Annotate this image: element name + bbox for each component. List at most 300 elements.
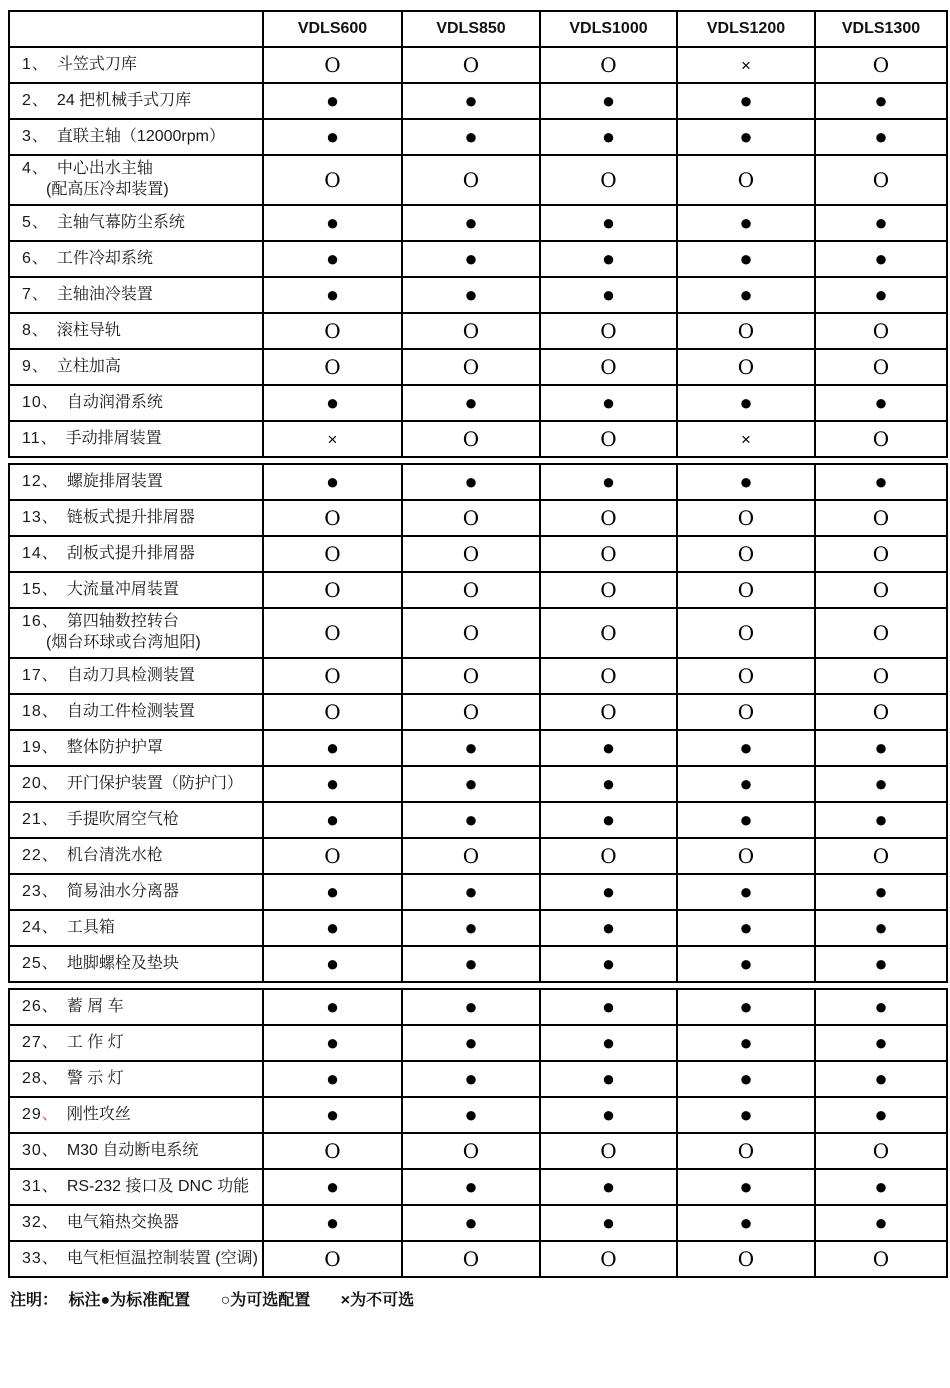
table-row [9, 989, 947, 1025]
row-number: 13、 [22, 508, 59, 526]
standard-config-mark: ● [402, 1061, 540, 1097]
table-row [9, 608, 947, 658]
standard-config-mark: ● [540, 730, 677, 766]
feature-name: 主轴油冷装置 [56, 285, 153, 303]
standard-config-mark: ● [263, 1169, 402, 1205]
optional-config-mark: O [263, 155, 402, 205]
row-number: 10、 [22, 393, 59, 411]
header-row [9, 11, 947, 47]
optional-config-mark: O [540, 694, 677, 730]
optional-config-mark: O [402, 47, 540, 83]
optional-config-mark: O [677, 1133, 815, 1169]
feature-name: 自动刀具检测装置 [66, 666, 195, 684]
standard-config-mark: ● [263, 910, 402, 946]
feature-name: 直联主轴（12000rpm） [56, 127, 225, 145]
standard-config-mark: ● [402, 83, 540, 119]
feature-label [9, 874, 263, 910]
config-table-section-1 [8, 10, 948, 458]
standard-config-mark: ● [402, 874, 540, 910]
optional-config-mark: O [815, 608, 947, 658]
table-row [9, 155, 947, 205]
optional-config-mark: O [815, 313, 947, 349]
feature-label [9, 572, 263, 608]
table-row [9, 838, 947, 874]
feature-name: 简易油水分离器 [66, 882, 179, 900]
feature-label [9, 910, 263, 946]
feature-label [9, 1097, 263, 1133]
feature-name: M30 自动断电系统 [66, 1141, 199, 1159]
feature-name: 自动润滑系统 [66, 393, 163, 411]
optional-config-mark: O [540, 608, 677, 658]
optional-config-mark: O [677, 572, 815, 608]
table-row [9, 1025, 947, 1061]
standard-config-mark: ● [263, 241, 402, 277]
standard-config-mark: ● [540, 1205, 677, 1241]
optional-config-mark: O [677, 694, 815, 730]
table-row [9, 1133, 947, 1169]
optional-config-mark: O [263, 349, 402, 385]
standard-config-mark: ● [263, 1097, 402, 1133]
standard-config-mark: ● [263, 1025, 402, 1061]
optional-config-mark: O [402, 694, 540, 730]
feature-name: 链板式提升排屑器 [66, 508, 195, 526]
standard-config-mark: ● [540, 946, 677, 982]
legend-unavailable: ×为不可选 [340, 1292, 415, 1309]
row-number: 24、 [22, 918, 59, 936]
standard-config-mark: ● [540, 802, 677, 838]
row-number: 19、 [22, 738, 59, 756]
optional-config-mark: O [815, 572, 947, 608]
table-row [9, 1205, 947, 1241]
feature-label [9, 1061, 263, 1097]
optional-config-mark: O [263, 1133, 402, 1169]
standard-config-mark: ● [263, 277, 402, 313]
row-number: 17、 [22, 666, 59, 684]
feature-name: 工件冷却系统 [56, 249, 153, 267]
feature-label [9, 1205, 263, 1241]
standard-config-mark: ● [263, 946, 402, 982]
optional-config-mark: O [815, 658, 947, 694]
standard-config-mark: ● [677, 766, 815, 802]
standard-config-mark: ● [677, 205, 815, 241]
optional-config-mark: O [263, 1241, 402, 1277]
standard-config-mark: ● [540, 1025, 677, 1061]
feature-label [9, 464, 263, 500]
feature-label [9, 385, 263, 421]
feature-name: 中心出水主轴 [56, 160, 153, 178]
standard-config-mark: ● [402, 1025, 540, 1061]
feature-label [9, 313, 263, 349]
optional-config-mark: O [402, 572, 540, 608]
feature-label [9, 608, 263, 658]
feature-name: 大流量冲屑装置 [66, 580, 179, 598]
feature-name: 24 把机械手式刀库 [56, 91, 192, 109]
standard-config-mark: ● [402, 119, 540, 155]
standard-config-mark: ● [263, 730, 402, 766]
legend-standard: 标注●为标准配置 [68, 1292, 191, 1309]
table-row [9, 47, 947, 83]
optional-config-mark: O [402, 608, 540, 658]
standard-config-mark: ● [263, 385, 402, 421]
legend-note [8, 1287, 946, 1310]
row-number: 33、 [22, 1249, 59, 1267]
standard-config-mark: ● [677, 1097, 815, 1133]
feature-name: 手动排屑装置 [65, 429, 162, 447]
optional-config-mark: O [815, 47, 947, 83]
optional-config-mark: O [540, 155, 677, 205]
optional-config-mark: O [540, 572, 677, 608]
standard-config-mark: ● [402, 910, 540, 946]
standard-config-mark: ● [815, 1061, 947, 1097]
feature-label [9, 277, 263, 313]
optional-config-mark: O [815, 1241, 947, 1277]
standard-config-mark: ● [402, 1169, 540, 1205]
row-number: 30、 [22, 1141, 59, 1159]
standard-config-mark: ● [263, 464, 402, 500]
row-number: 6、 [22, 249, 49, 267]
standard-config-mark: ● [402, 1205, 540, 1241]
row-number: 14、 [22, 544, 59, 562]
optional-config-mark: O [677, 838, 815, 874]
standard-config-mark: ● [815, 1025, 947, 1061]
table-row [9, 1061, 947, 1097]
standard-config-mark: ● [677, 1025, 815, 1061]
optional-config-mark: O [540, 838, 677, 874]
standard-config-mark: ● [815, 910, 947, 946]
feature-label [9, 802, 263, 838]
feature-label [9, 989, 263, 1025]
row-number: 16、 [22, 613, 59, 631]
feature-label [9, 1133, 263, 1169]
feature-name: 开门保护装置（防护门） [66, 774, 243, 792]
standard-config-mark: ● [815, 766, 947, 802]
feature-sub-name: (烟台环球或台湾旭阳) [46, 634, 201, 651]
standard-config-mark: ● [540, 910, 677, 946]
standard-config-mark: ● [540, 119, 677, 155]
standard-config-mark: ● [677, 946, 815, 982]
feature-column-header [9, 11, 263, 47]
row-number: 22、 [22, 846, 59, 864]
optional-config-mark: O [540, 421, 677, 457]
feature-name: 蓄 屑 车 [66, 997, 124, 1015]
feature-label [9, 421, 263, 457]
optional-config-mark: O [263, 313, 402, 349]
standard-config-mark: ● [815, 464, 947, 500]
feature-label [9, 1241, 263, 1277]
feature-label [9, 730, 263, 766]
optional-config-mark: O [677, 500, 815, 536]
standard-config-mark: ● [677, 1061, 815, 1097]
unavailable-config-mark: × [677, 421, 815, 457]
standard-config-mark: ● [540, 1169, 677, 1205]
table-row [9, 83, 947, 119]
feature-name: 立柱加高 [56, 357, 121, 375]
row-number: 3、 [22, 127, 49, 145]
optional-config-mark: O [402, 536, 540, 572]
standard-config-mark: ● [402, 989, 540, 1025]
standard-config-mark: ● [263, 802, 402, 838]
optional-config-mark: O [677, 155, 815, 205]
feature-name: 自动工件检测装置 [66, 702, 195, 720]
row-number: 1、 [22, 55, 49, 73]
table-row [9, 205, 947, 241]
unavailable-config-mark: × [263, 421, 402, 457]
optional-config-mark: O [815, 421, 947, 457]
standard-config-mark: ● [677, 83, 815, 119]
table-row [9, 385, 947, 421]
optional-config-mark: O [677, 313, 815, 349]
standard-config-mark: ● [677, 464, 815, 500]
optional-config-mark: O [540, 536, 677, 572]
feature-label [9, 83, 263, 119]
model-header-vdls1000: VDLS1000 [540, 11, 677, 47]
row-number: 11、 [22, 429, 58, 447]
table-row [9, 910, 947, 946]
standard-config-mark: ● [815, 874, 947, 910]
standard-config-mark: ● [402, 766, 540, 802]
optional-config-mark: O [815, 155, 947, 205]
feature-label [9, 536, 263, 572]
model-header-vdls1300: VDLS1300 [815, 11, 947, 47]
standard-config-mark: ● [263, 766, 402, 802]
standard-config-mark: ● [815, 83, 947, 119]
optional-config-mark: O [402, 658, 540, 694]
row-number: 25、 [22, 954, 59, 972]
standard-config-mark: ● [540, 385, 677, 421]
row-number: 27、 [22, 1033, 59, 1051]
row-number: 4、 [22, 160, 49, 178]
feature-sub-name: (配高压冷却装置) [46, 181, 169, 198]
optional-config-mark: O [263, 536, 402, 572]
optional-config-mark: O [402, 421, 540, 457]
standard-config-mark: ● [540, 464, 677, 500]
optional-config-mark: O [677, 608, 815, 658]
row-number: 8、 [22, 321, 49, 339]
optional-config-mark: O [815, 349, 947, 385]
model-header-vdls850: VDLS850 [402, 11, 540, 47]
standard-config-mark: ● [677, 241, 815, 277]
feature-name: 警 示 灯 [66, 1069, 124, 1087]
standard-config-mark: ● [677, 1169, 815, 1205]
optional-config-mark: O [677, 349, 815, 385]
optional-config-mark: O [402, 349, 540, 385]
config-table-section-2 [8, 463, 948, 983]
standard-config-mark: ● [402, 1097, 540, 1133]
table-row [9, 658, 947, 694]
table-row [9, 874, 947, 910]
optional-config-mark: O [402, 1241, 540, 1277]
standard-config-mark: ● [815, 241, 947, 277]
standard-config-mark: ● [677, 989, 815, 1025]
table-row [9, 766, 947, 802]
feature-label [9, 1025, 263, 1061]
table-row [9, 313, 947, 349]
optional-config-mark: O [540, 47, 677, 83]
optional-config-mark: O [540, 313, 677, 349]
standard-config-mark: ● [402, 464, 540, 500]
standard-config-mark: ● [677, 277, 815, 313]
standard-config-mark: ● [815, 385, 947, 421]
feature-label [9, 500, 263, 536]
table-row [9, 694, 947, 730]
feature-name: 斗笠式刀库 [56, 55, 137, 73]
feature-name: 工具箱 [66, 918, 115, 936]
feature-name: 螺旋排屑装置 [66, 472, 163, 490]
feature-label [9, 946, 263, 982]
feature-name: 电气柜恒温控制装置 (空调) [66, 1249, 258, 1267]
feature-name: 整体防护护罩 [66, 738, 163, 756]
standard-config-mark: ● [677, 385, 815, 421]
standard-config-mark: ● [540, 241, 677, 277]
feature-label [9, 658, 263, 694]
feature-name: 机台清洗水枪 [66, 846, 163, 864]
table-row [9, 119, 947, 155]
standard-config-mark: ● [402, 385, 540, 421]
standard-config-mark: ● [263, 1061, 402, 1097]
table-row [9, 572, 947, 608]
optional-config-mark: O [540, 1241, 677, 1277]
optional-config-mark: O [540, 349, 677, 385]
table-row [9, 802, 947, 838]
feature-name: 主轴气幕防尘系统 [56, 213, 185, 231]
table-row [9, 500, 947, 536]
model-header-vdls600: VDLS600 [263, 11, 402, 47]
row-number: 7、 [22, 285, 49, 303]
feature-label [9, 766, 263, 802]
standard-config-mark: ● [540, 205, 677, 241]
row-number: 15、 [22, 580, 59, 598]
feature-name: 手提吹屑空气枪 [66, 810, 179, 828]
row-number: 23、 [22, 882, 59, 900]
feature-label [9, 47, 263, 83]
standard-config-mark: ● [263, 874, 402, 910]
optional-config-mark: O [263, 572, 402, 608]
standard-config-mark: ● [815, 802, 947, 838]
row-number: 2、 [22, 91, 49, 109]
optional-config-mark: O [677, 658, 815, 694]
feature-label [9, 349, 263, 385]
optional-config-mark: O [677, 1241, 815, 1277]
feature-label [9, 155, 263, 205]
table-row [9, 464, 947, 500]
feature-name: RS-232 接口及 DNC 功能 [66, 1177, 250, 1195]
row-number: 32、 [22, 1213, 59, 1231]
standard-config-mark: ● [677, 910, 815, 946]
feature-name: 工 作 灯 [66, 1033, 124, 1051]
optional-config-mark: O [815, 500, 947, 536]
model-header-vdls1200: VDLS1200 [677, 11, 815, 47]
standard-config-mark: ● [540, 83, 677, 119]
table-row [9, 730, 947, 766]
feature-name: 地脚螺栓及垫块 [66, 954, 179, 972]
table-row [9, 349, 947, 385]
standard-config-mark: ● [815, 119, 947, 155]
optional-config-mark: O [402, 313, 540, 349]
standard-config-mark: ● [402, 802, 540, 838]
feature-label [9, 119, 263, 155]
table-row [9, 241, 947, 277]
optional-config-mark: O [815, 1133, 947, 1169]
standard-config-mark: ● [402, 730, 540, 766]
row-number: 18、 [22, 702, 59, 720]
legend-prefix: 注明： [10, 1292, 59, 1309]
optional-config-mark: O [540, 500, 677, 536]
standard-config-mark: ● [815, 946, 947, 982]
standard-config-mark: ● [540, 1061, 677, 1097]
optional-config-mark: O [263, 694, 402, 730]
optional-config-mark: O [815, 838, 947, 874]
row-number: 5、 [22, 213, 49, 231]
optional-config-mark: O [402, 500, 540, 536]
standard-config-mark: ● [263, 205, 402, 241]
optional-config-mark: O [263, 658, 402, 694]
optional-config-mark: O [815, 694, 947, 730]
row-number: 20、 [22, 774, 59, 792]
row-number: 9、 [22, 357, 49, 375]
optional-config-mark: O [263, 608, 402, 658]
standard-config-mark: ● [263, 83, 402, 119]
standard-config-mark: ● [815, 730, 947, 766]
standard-config-mark: ● [540, 874, 677, 910]
standard-config-mark: ● [677, 874, 815, 910]
feature-name: 电气箱热交换器 [66, 1213, 179, 1231]
standard-config-mark: ● [402, 946, 540, 982]
row-number: 12、 [22, 472, 59, 490]
feature-name: 第四轴数控转台 [66, 613, 179, 631]
standard-config-mark: ● [677, 730, 815, 766]
table-row [9, 1241, 947, 1277]
feature-name: 刚性攻丝 [66, 1105, 131, 1123]
row-number: 26、 [22, 997, 59, 1015]
table-row [9, 277, 947, 313]
standard-config-mark: ● [540, 1097, 677, 1133]
optional-config-mark: O [815, 536, 947, 572]
legend-optional: ○为可选配置 [220, 1292, 311, 1309]
table-row [9, 536, 947, 572]
config-table-section-3 [8, 988, 948, 1278]
optional-config-mark: O [263, 500, 402, 536]
table-row [9, 1169, 947, 1205]
row-number: 21、 [22, 810, 59, 828]
optional-config-mark: O [402, 155, 540, 205]
standard-config-mark: ● [402, 205, 540, 241]
standard-config-mark: ● [815, 1169, 947, 1205]
feature-label [9, 694, 263, 730]
standard-config-mark: ● [540, 989, 677, 1025]
standard-config-mark: ● [263, 1205, 402, 1241]
standard-config-mark: ● [263, 119, 402, 155]
feature-label [9, 205, 263, 241]
optional-config-mark: O [402, 1133, 540, 1169]
table-row [9, 946, 947, 982]
standard-config-mark: ● [815, 1097, 947, 1133]
feature-label [9, 241, 263, 277]
standard-config-mark: ● [677, 802, 815, 838]
standard-config-mark: ● [677, 119, 815, 155]
table-row [9, 421, 947, 457]
optional-config-mark: O [402, 838, 540, 874]
row-number: 28、 [22, 1069, 59, 1087]
optional-config-mark: O [540, 658, 677, 694]
table-row [9, 1097, 947, 1133]
standard-config-mark: ● [402, 241, 540, 277]
optional-config-mark: O [540, 1133, 677, 1169]
standard-config-mark: ● [815, 1205, 947, 1241]
standard-config-mark: ● [263, 989, 402, 1025]
feature-name: 滚柱导轨 [56, 321, 121, 339]
optional-config-mark: O [263, 47, 402, 83]
feature-label [9, 838, 263, 874]
